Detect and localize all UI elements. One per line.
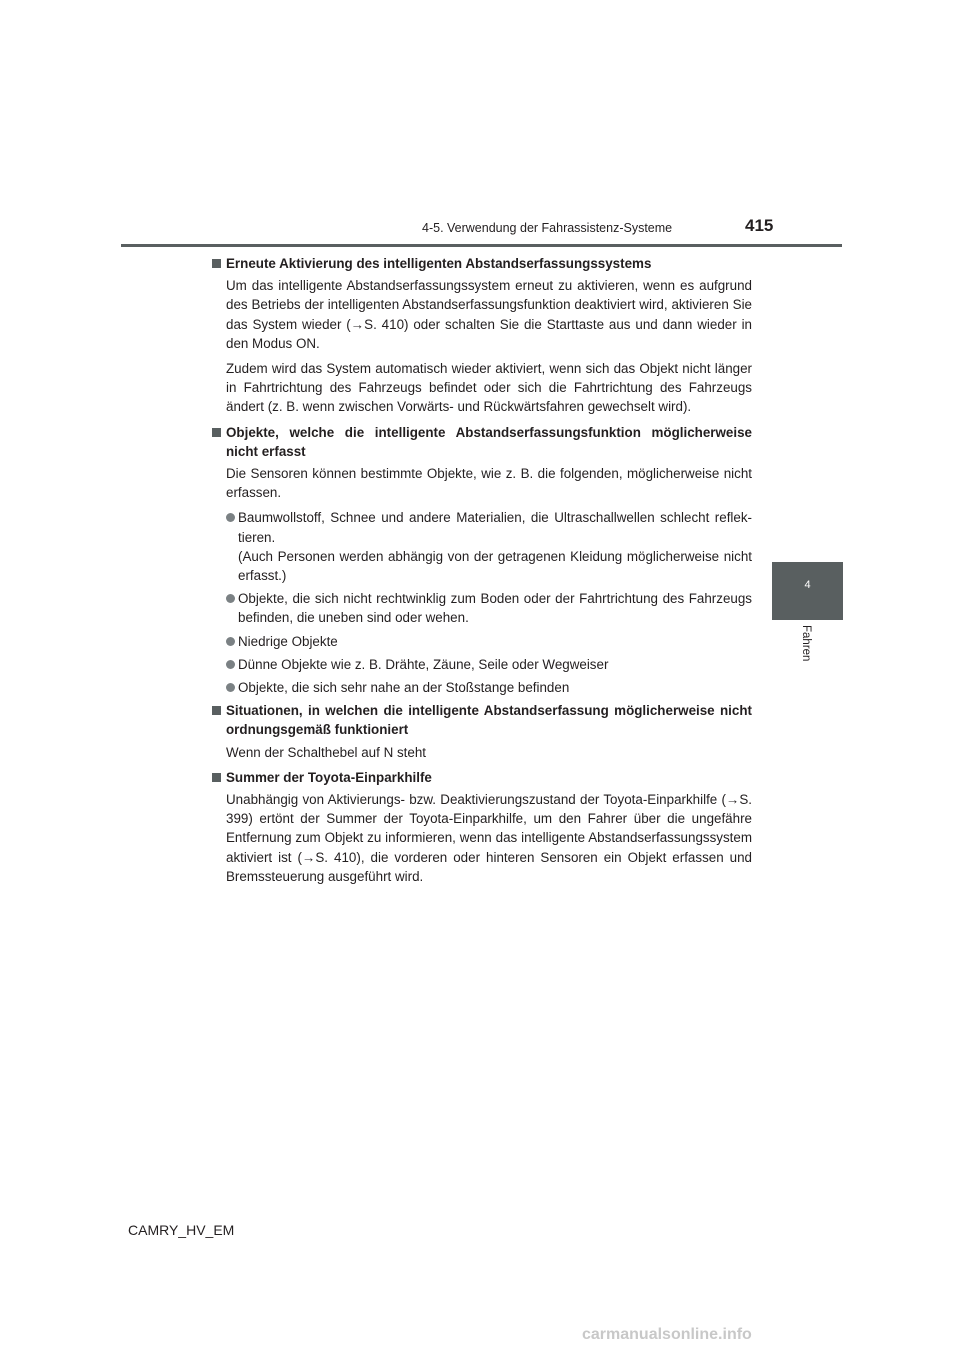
paragraph: Um das intelligente Abstandserfassungssystem erneut zu aktivieren, wenn es aufgrund des Betriebs der intelligenten Abstandserfassungsfunktion deaktiviert wird, aktivieren Sie das System wieder (→S. 410) oder schalten Sie die Starttaste aus und dann wieder in den Modus ON.: [226, 278, 752, 351]
list-item: [212, 678, 752, 697]
square-bullet-icon: [212, 428, 221, 437]
list-item-text: Niedrige Objekte: [238, 633, 338, 649]
round-bullet-icon: [226, 637, 235, 646]
section-malfunction-situations: [212, 701, 752, 762]
section-heading: [212, 701, 752, 739]
section-heading: [212, 423, 752, 461]
header-rule: [121, 244, 842, 247]
chapter-number: 4: [804, 579, 811, 591]
list-item-subtext: (Auch Personen werden abhängig von der getragenen Kleidung möglicherweise nicht erfasst.): [238, 548, 752, 584]
page-number: 415: [745, 216, 774, 235]
section-undetected-objects: [212, 423, 752, 698]
section-reactivation: [212, 254, 752, 417]
chapter-label: Fahren: [800, 625, 812, 662]
paragraph: Zudem wird das System automatisch wieder aktiviert, wenn sich das Objekt nicht länger in Fahrtrichtung des Fahrzeugs befindet oder sich die Fahrtrichtung des Fahrzeugs ändert (z. B. wenn zwischen Vorwärts- und Rückwärtsfahren gewechselt wird).: [226, 361, 752, 415]
list-item: [212, 655, 752, 674]
square-bullet-icon: [212, 706, 221, 715]
list-item-text: Baumwollstoff, Schnee und andere Materialien, die Ultraschallwellen schlecht reflektieren.: [238, 510, 752, 545]
list-item-text: Objekte, die sich sehr nahe an der Stoßstange befinden: [238, 680, 570, 696]
list-item: [212, 589, 752, 627]
watermark: carmanualsonline.info: [582, 1326, 752, 1343]
paragraph: Wenn der Schalthebel auf N steht: [226, 744, 426, 760]
heading-text: Summer der Toyota-Einparkhilfe: [226, 769, 432, 785]
chapter-tab: [772, 562, 843, 620]
list-item-text: Objekte, die sich nicht rechtwinklig zum Boden oder der Fahrtrichtung des Fahrzeugs befinden, die uneben sind oder wehen.: [238, 591, 752, 626]
section-parking-buzzer: [212, 768, 752, 886]
paragraph: Unabhängig von Aktivierungs- bzw. Deaktivierungszustand der Toyota-Einparkhilfe (→S. 399) ertönt der Summer der Toyota-Einparkhilfe, um den Fahrer über die ungefähre Entfernung zum Objekt zu informieren, wenn das intelligente Abstandserfassungssystem aktiviert ist (→S. 410), die vorderen oder hinteren Sensoren ein Objekt erfassen und Bremssteuerung ausgeführt wird.: [226, 792, 752, 884]
content: [212, 254, 752, 890]
footer-code: CAMRY_HV_EM: [128, 1222, 235, 1238]
list-item: [212, 632, 752, 651]
round-bullet-icon: [226, 594, 235, 603]
header-section-title: 4-5. Verwendung der Fahrassistenz-Systeme: [422, 221, 673, 235]
list-item-text: Dünne Objekte wie z. B. Drähte, Zäune, Seile oder Wegweiser: [238, 656, 609, 672]
heading-text: Erneute Aktivierung des intelligenten Abstandserfassungssystems: [226, 256, 652, 271]
round-bullet-icon: [226, 660, 235, 669]
list-item: [212, 508, 752, 585]
square-bullet-icon: [212, 259, 221, 268]
round-bullet-icon: [226, 513, 235, 522]
paragraph: Die Sensoren können bestimmte Objekte, wie z. B. die folgenden, möglicherweise nicht erfassen.: [226, 466, 752, 501]
round-bullet-icon: [226, 683, 235, 692]
section-heading: [212, 768, 752, 787]
section-heading: [212, 254, 752, 273]
square-bullet-icon: [212, 773, 221, 782]
heading-text: Objekte, welche die intelligente Abstandserfassungsfunktion möglicherweise nicht erfasst: [226, 424, 752, 459]
heading-text: Situationen, in welchen die intelligente Abstandserfassung möglicherweise nicht ordnungsgemäß funktioniert: [226, 703, 752, 738]
